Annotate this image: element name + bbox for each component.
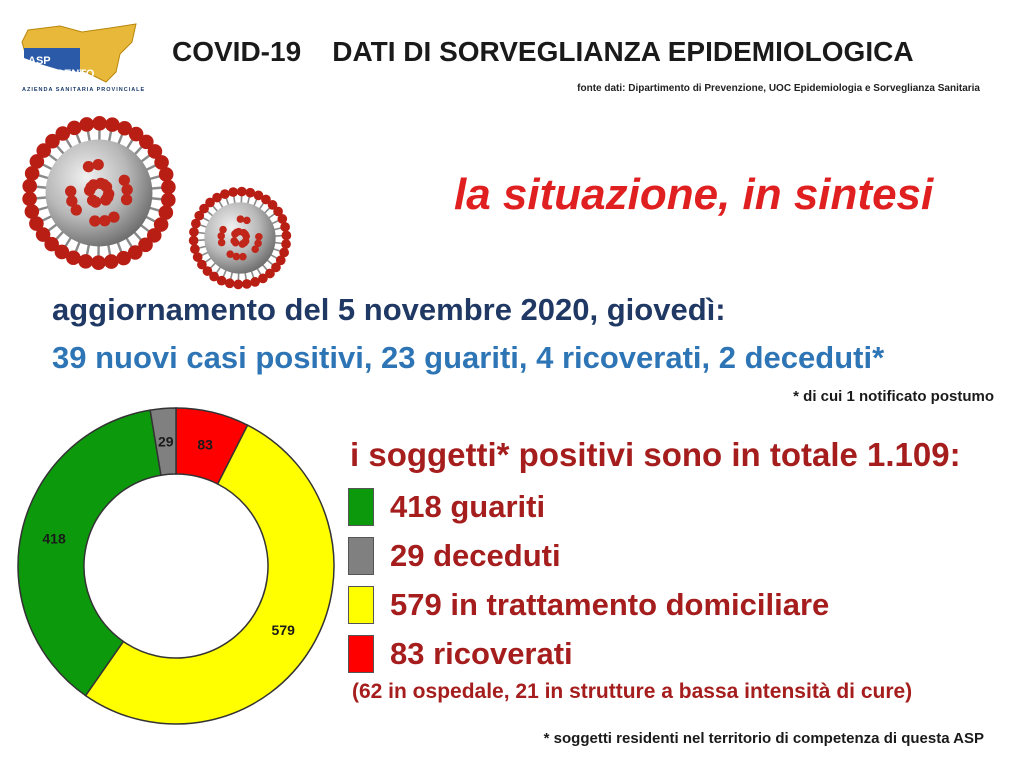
legend-swatch (348, 488, 374, 526)
donut-label: 29 (157, 433, 174, 450)
total-positive: i soggetti* positivi sono in totale 1.109: (350, 436, 961, 473)
logo-subtitle: AZIENDA SANITARIA PROVINCIALE (22, 87, 146, 93)
donut-chart (14, 404, 338, 728)
legend-label: 579 in trattamento domiciliare (390, 586, 830, 622)
summary-footnote: * di cui 1 notificato postumo (793, 388, 994, 405)
donut-label: 579 (271, 622, 295, 639)
asp-logo (20, 22, 146, 98)
donut-label: 83 (197, 436, 213, 453)
hospital-detail: (62 in ospedale, 21 in strutture a bassa intensità di cure) (352, 680, 913, 703)
residents-footnote: * soggetti residenti nel territorio di competenza di questa ASP (543, 730, 984, 747)
headline: la situazione, in sintesi (454, 170, 934, 219)
legend-label: 83 ricoverati (390, 635, 573, 671)
update-date: aggiornamento del 5 novembre 2020, giovedì: (52, 292, 726, 327)
legend-item-domiciliare (348, 580, 829, 629)
legend-item-deceduti (348, 531, 829, 580)
legend-item-ricoverati (348, 629, 829, 678)
legend-label: 29 deceduti (390, 537, 561, 573)
legend (348, 482, 829, 678)
legend-item-guariti (348, 482, 829, 531)
page-title: COVID-19 DATI DI SORVEGLIANZA EPIDEMIOLOGICA (172, 36, 914, 67)
virus-icon (186, 184, 294, 292)
daily-summary: 39 nuovi casi positivi, 23 guariti, 4 ricoverati, 2 deceduti* (52, 340, 885, 375)
virus-icon (18, 112, 180, 274)
legend-swatch (348, 635, 374, 673)
logo-text: ASP AGRIGENTO (28, 55, 95, 80)
data-source: fonte dati: Dipartimento di Prevenzione, UOC Epidemiologia e Sorveglianza Sanitaria (577, 83, 980, 94)
legend-swatch (348, 537, 374, 575)
legend-swatch (348, 586, 374, 624)
donut-label: 418 (42, 530, 66, 547)
legend-label: 418 guariti (390, 488, 546, 524)
